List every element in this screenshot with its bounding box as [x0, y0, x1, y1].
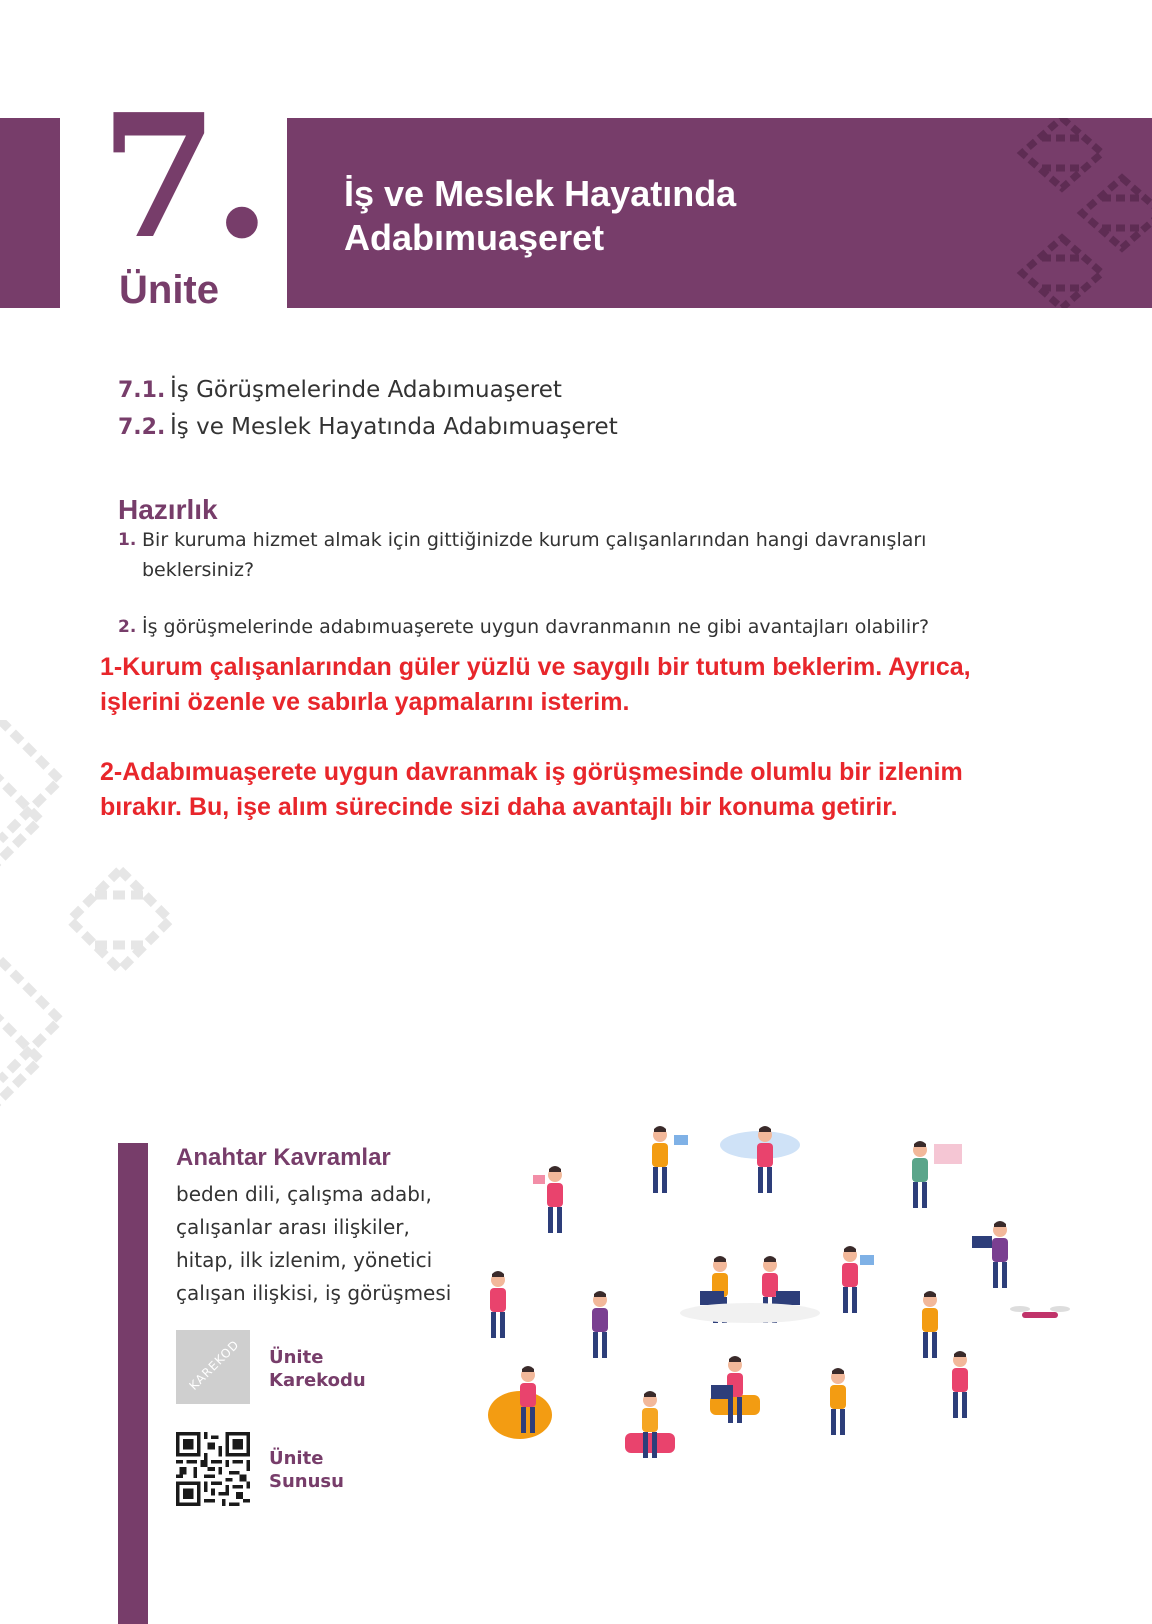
person-figure: [922, 1291, 938, 1358]
question-text: İş görüşmelerinde adabımuaşerete uygun davranmanın ne gibi avantajları olabilir?: [142, 616, 930, 638]
toc-label: İş Görüşmelerinde Adabımuaşeret: [170, 377, 562, 403]
key-concepts-line: beden dili, çalışma adabı,: [176, 1182, 432, 1206]
key-concepts-line: hitap, ilk izlenim, yönetici: [176, 1248, 433, 1272]
unit-title: [344, 172, 736, 260]
unit-karekod-qr[interactable]: [176, 1330, 250, 1404]
toc-number: 7.2.: [118, 415, 166, 440]
toc-item: [118, 409, 618, 446]
karekod-label-line: Ünite: [269, 1347, 324, 1368]
side-ornament-pattern-icon: [0, 720, 190, 1140]
key-concepts-title: Anahtar Kavramlar: [176, 1144, 391, 1171]
question-number: 1.: [118, 530, 137, 550]
ornament-pattern-icon: [972, 118, 1152, 308]
person-figure: [912, 1141, 962, 1208]
header-banner: [287, 118, 1152, 308]
question-number: 2.: [118, 617, 137, 637]
karekod-label-line: Karekodu: [269, 1370, 366, 1391]
person-figure: [757, 1126, 773, 1193]
question-item: [118, 525, 1018, 585]
header-left-bar: [0, 118, 60, 308]
unit-label: Ünite: [119, 268, 219, 312]
unit-title-line-1: İş ve Meslek Hayatında: [344, 173, 737, 214]
unit-presentation-qr[interactable]: [176, 1432, 250, 1506]
presentation-label: [269, 1447, 344, 1493]
karekod-stamp: KAREKOD: [186, 1337, 243, 1393]
person-figure: [972, 1221, 1008, 1288]
person-figure: [952, 1351, 968, 1418]
answer-2: [100, 755, 1060, 825]
answer-line: bırakır. Bu, işe alım sürecinde sizi daha avantajlı bir konuma getirir.: [100, 793, 898, 821]
key-concepts-line: çalışanlar arası ilişkiler,: [176, 1215, 410, 1239]
key-concepts-bar: [118, 1143, 148, 1624]
unit-contents: [118, 372, 618, 446]
question-item: [118, 612, 1018, 642]
unit-number: 7.: [100, 77, 266, 277]
answer-line: 2-Adabımuaşerete uygun davranmak iş görüşmesinde olumlu bir izlenim: [100, 758, 963, 786]
question-text-line: beklersiniz?: [142, 559, 255, 581]
drone-icon: [1010, 1306, 1070, 1318]
answer-line: 1-Kurum çalışanlarından güler yüzlü ve saygılı bir tutum beklerim. Ayrıca,: [100, 653, 971, 681]
toc-label: İş ve Meslek Hayatında Adabımuaşeret: [170, 414, 618, 440]
toc-item: [118, 372, 618, 409]
preparation-title: Hazırlık: [118, 494, 218, 525]
person-figure: [842, 1246, 874, 1313]
presentation-label-line: Sunusu: [269, 1471, 344, 1492]
person-figure: [830, 1368, 846, 1435]
question-text: [142, 525, 1018, 585]
office-people-illustration: [460, 1115, 1100, 1515]
key-concepts-line: çalışan ilişkisi, iş görüşmesi: [176, 1281, 452, 1305]
presentation-label-line: Ünite: [269, 1448, 324, 1469]
person-figure: [490, 1271, 506, 1338]
person-figure: [533, 1166, 563, 1233]
question-text-line: Bir kuruma hizmet almak için gittiğinizde kurum çalışanlarından hangi davranışları: [142, 529, 927, 551]
person-figure: [592, 1291, 608, 1358]
unit-title-line-2: Adabımuaşeret: [344, 217, 605, 258]
person-figure: [652, 1126, 688, 1193]
answer-1: [100, 650, 1060, 720]
karekod-label: [269, 1346, 366, 1392]
answer-line: işlerini özenle ve sabırla yapmalarını isterim.: [100, 688, 630, 716]
key-concepts-list: [176, 1178, 476, 1310]
toc-number: 7.1.: [118, 378, 166, 403]
